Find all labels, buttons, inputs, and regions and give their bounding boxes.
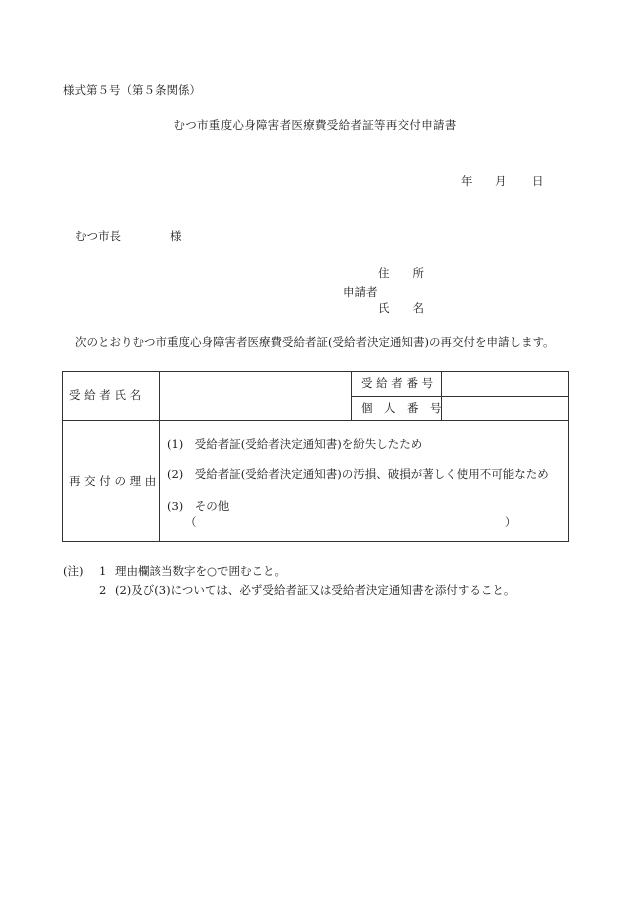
note-text: 理由欄該当数字を○で囲むこと。 — [115, 564, 287, 578]
other-reason-open-paren: （ — [185, 515, 197, 529]
personal-number-label: 個 人 番 号 — [361, 401, 442, 415]
application-table — [62, 371, 569, 542]
recipient-number-field[interactable] — [442, 372, 568, 396]
recipient-name-label: 受 給 者 氏 名 — [69, 388, 142, 402]
recipient-name-field[interactable] — [160, 372, 351, 420]
note-number: 1 — [99, 564, 107, 578]
document-title: むつ市重度心身障害者医療費受給者証等再交付申請書 — [173, 118, 457, 132]
reissue-reason-label: 再 交 付 の 理 由 — [69, 474, 157, 488]
form-number: 様式第５号（第５条関係） — [63, 83, 201, 97]
reason-option-1[interactable]: (1) 受給者証(受給者決定通知書)を紛失したため — [167, 437, 423, 451]
other-reason-close-paren: ） — [505, 515, 517, 529]
reason-option-2[interactable]: (2) 受給者証(受給者決定通知書)の汚損、破損が著しく使用不可能なため — [167, 467, 549, 481]
addressee-name: むつ市長 — [75, 229, 121, 243]
recipient-number-label: 受 給 者 番 号 — [361, 376, 434, 390]
personal-number-field[interactable] — [442, 397, 568, 420]
date-month-label: 月 — [495, 174, 507, 188]
notes-heading: (注) — [63, 564, 84, 578]
addressee-honorific: 様 — [170, 229, 182, 243]
other-reason-field[interactable] — [199, 513, 503, 531]
date-day-label: 日 — [532, 174, 544, 188]
table-row-divider — [63, 420, 568, 421]
applicant-address-label: 住 所 — [378, 266, 424, 280]
date-year-label: 年 — [461, 174, 473, 188]
note-number: 2 — [99, 583, 107, 597]
reason-option-3[interactable]: (3) その他 — [167, 499, 230, 513]
applicant-name-label: 氏 名 — [378, 301, 424, 315]
note-text: (2)及び(3)については、必ず受給者証又は受給者決定通知書を添付すること。 — [115, 583, 516, 597]
application-statement: 次のとおりむつ市重度心身障害者医療費受給者証(受給者決定通知書)の再交付を申請します。 — [75, 335, 555, 349]
applicant-label: 申請者 — [343, 285, 378, 299]
